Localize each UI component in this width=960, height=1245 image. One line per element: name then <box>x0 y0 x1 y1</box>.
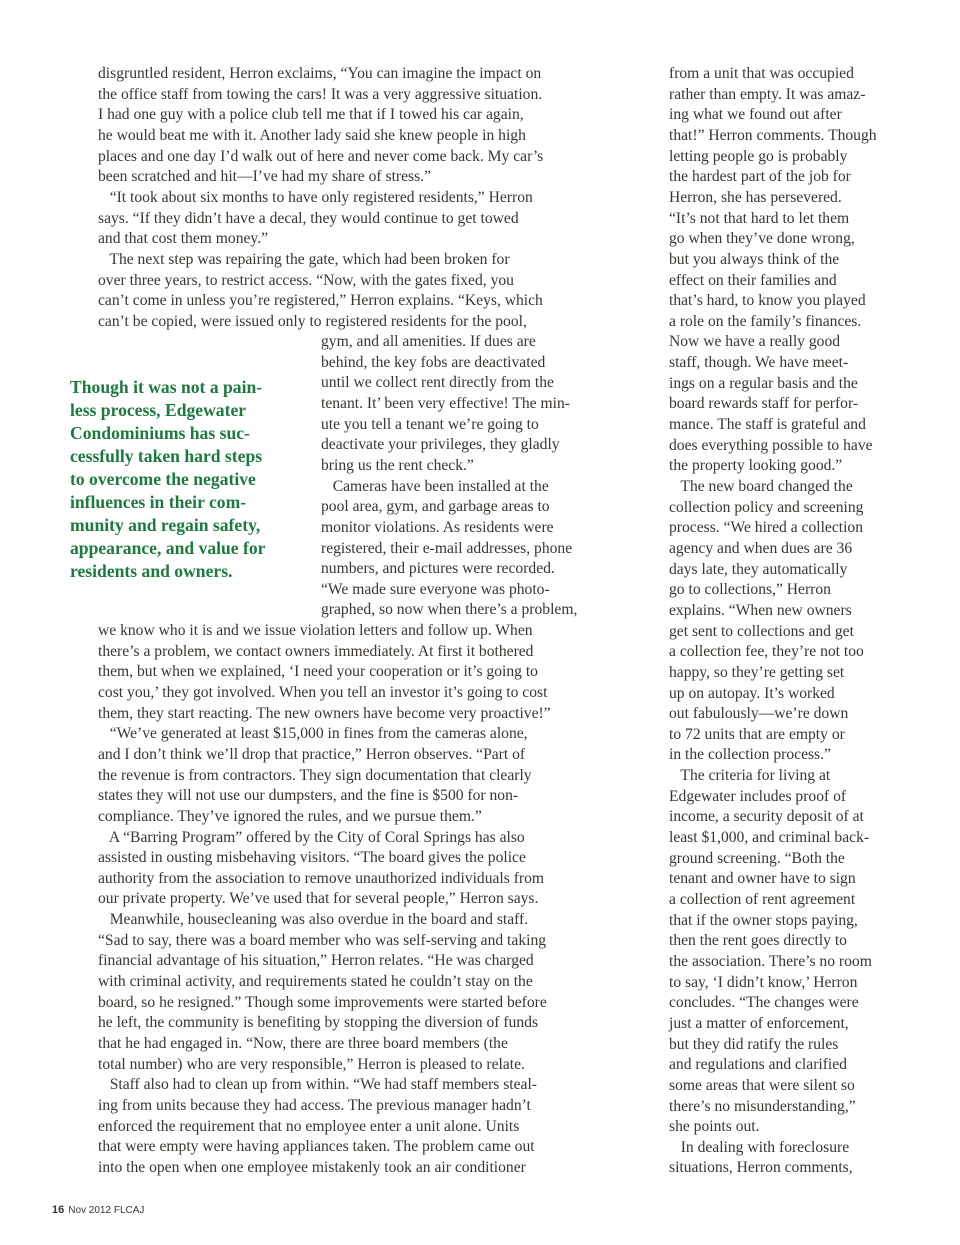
text-line: there’s a problem, we contact owners immediately. At first it bothered <box>98 642 534 660</box>
text-line: that were empty were having appliances taken. The problem came out <box>98 1138 535 1156</box>
text-line: she points out. <box>669 1118 760 1136</box>
pull-quote-line: cessfully taken hard steps <box>70 446 263 466</box>
text-line: and I don’t think we’ll drop that practice,” Herron observes. “Part of <box>98 745 526 763</box>
text-line: numbers, and pictures were recorded. <box>321 560 555 578</box>
pull-quote <box>70 376 285 583</box>
text-line: he would beat me with it. Another lady said she knew people in high <box>98 126 526 144</box>
text-line: compliance. They’ve ignored the rules, and we pursue them.” <box>98 807 482 825</box>
text-line: there’s no misunderstanding,” <box>669 1097 856 1115</box>
text-line: been scratched and hit—I’ve had my share of stress.” <box>98 168 431 186</box>
text-line: that if the owner stops paying, <box>669 911 858 929</box>
page-number: 16 <box>52 1204 65 1216</box>
text-line: places and one day I’d walk out of here and never come back. My car’s <box>98 147 544 165</box>
text-line: but you always think of the <box>669 250 840 268</box>
text-line: behind, the key fobs are deactivated <box>321 353 546 371</box>
text-line: Herron, she has persevered. <box>669 188 842 206</box>
text-line: them, they start reacting. The new owners have become very proactive!” <box>98 704 551 722</box>
text-line: assisted in ousting misbehaving visitors. “The board gives the police <box>98 849 526 867</box>
text-line: staff, though. We have meet- <box>669 354 849 372</box>
text-line: a collection of rent agreement <box>669 891 856 908</box>
text-line: with criminal activity, and requirements stated he couldn’t stay on the <box>98 973 533 991</box>
text-line: “It took about six months to have only registered residents,” Herron <box>98 188 533 206</box>
text-line: the property looking good.” <box>669 457 843 475</box>
text-line: “Sad to say, there was a board member who was self-serving and taking <box>98 931 547 949</box>
text-line: go to collections,” Herron <box>669 581 831 599</box>
text-line: that he had engaged in. “Now, there are three board members (the <box>98 1035 508 1052</box>
text-line: mance. The staff is grateful and <box>669 416 866 434</box>
issue-label: Nov 2012 FLCAJ <box>68 1205 145 1216</box>
pull-quote-line: influences in their com- <box>70 492 247 512</box>
text-line: some areas that were silent so <box>669 1076 855 1094</box>
text-line: can’t come in unless you’re registered,” Herron explains. “Keys, which <box>98 292 543 310</box>
text-line: “It’s not that hard to let them <box>669 209 850 227</box>
text-line: can’t be copied, were issued only to registered residents for the pool, <box>98 312 527 330</box>
text-line: and regulations and clarified <box>669 1056 847 1074</box>
text-line: process. “We hired a collection <box>669 519 864 537</box>
text-line: tenant and owner have to sign <box>669 870 856 888</box>
text-line: a role on the family’s finances. <box>669 312 862 330</box>
pull-quote-line: to overcome the negative <box>70 469 256 489</box>
text-line: tenant. It’ been very effective! The min- <box>321 394 570 412</box>
text-line: Meanwhile, housecleaning was also overdue in the board and staff. <box>98 911 529 929</box>
text-line: “We made sure everyone was photo- <box>321 580 550 598</box>
text-line: states they will not use our dumpsters, and the fine is $500 for non- <box>98 787 519 805</box>
text-line: ing what we found out after <box>669 106 842 124</box>
text-line: collection policy and screening <box>669 498 864 516</box>
text-line: The next step was repairing the gate, which had been broken for <box>98 250 510 268</box>
text-line: until we collect rent directly from the <box>321 374 554 392</box>
text-line: in the collection process.” <box>669 746 831 764</box>
text-line: effect on their families and <box>669 271 837 289</box>
text-line: and that cost them money.” <box>98 230 269 248</box>
text-line: we know who it is and we issue violation letters and follow up. When <box>98 622 533 639</box>
text-line: then the rent goes directly to <box>669 932 847 950</box>
text-line: a collection fee, they’re not too <box>669 643 864 661</box>
text-line: Edgewater includes proof of <box>669 787 847 805</box>
text-line: least $1,000, and criminal back- <box>669 829 870 847</box>
text-line: the association. There’s no room <box>669 952 872 970</box>
text-line: days late, they automatically <box>669 560 848 578</box>
text-line: the hardest part of the job for <box>669 168 851 186</box>
text-line: ground screening. “Both the <box>669 849 845 867</box>
text-line: authority from the association to remove unauthorized individuals from <box>98 869 545 887</box>
text-line: The criteria for living at <box>669 767 831 785</box>
text-line: enforced the requirement that no employee enter a unit alone. Units <box>98 1117 520 1135</box>
text-line: total number) who are very responsible,” Herron is pleased to relate. <box>98 1055 525 1073</box>
text-line: rather than empty. It was amaz- <box>669 85 866 103</box>
text-line: cost you,’ they got involved. When you tell an investor it’s going to cost <box>98 683 548 701</box>
text-line: A “Barring Program” offered by the City of Coral Springs has also <box>98 828 525 846</box>
pull-quote-line: residents and owners. <box>70 561 233 581</box>
text-line: In dealing with foreclosure <box>669 1138 850 1156</box>
text-line: The new board changed the <box>669 478 853 495</box>
text-line: to 72 units that are empty or <box>669 725 845 743</box>
text-line: the revenue is from contractors. They sign documentation that clearly <box>98 766 532 784</box>
text-line: ings on a regular basis and the <box>669 374 858 392</box>
text-line: ing from units because they had access. The previous manager hadn’t <box>98 1096 531 1114</box>
text-line: deactivate your privileges, they gladly <box>321 436 560 454</box>
text-line: go when they’ve done wrong, <box>669 230 855 248</box>
text-line: ute you tell a tenant we’re going to <box>321 415 539 433</box>
text-line: just a matter of enforcement, <box>669 1014 849 1032</box>
pull-quote-line: Though it was not a pain- <box>70 377 263 397</box>
text-line: does everything possible to have <box>669 436 873 454</box>
text-line: monitor violations. As residents were <box>321 518 554 536</box>
text-line: registered, their e-mail addresses, phone <box>321 539 573 557</box>
text-line: disgruntled resident, Herron exclaims, “You can imagine the impact on <box>98 65 542 82</box>
text-line: but they did ratify the rules <box>669 1035 839 1053</box>
text-line: to say, ‘I didn’t know,’ Herron <box>669 973 858 991</box>
pull-quote-line: Condominiums has suc- <box>70 423 250 443</box>
text-line: board rewards staff for perfor- <box>669 395 859 413</box>
text-line: graphed, so now when there’s a problem, <box>321 601 578 619</box>
text-line: letting people go is probably <box>669 147 848 165</box>
text-line: situations, Herron comments, <box>669 1159 853 1177</box>
text-line: happy, so they’re getting set <box>669 663 845 681</box>
text-line: concludes. “The changes were <box>669 994 859 1012</box>
text-line: our private property. We’ve used that for several people,” Herron says. <box>98 890 539 908</box>
text-line: explains. “When new owners <box>669 601 852 619</box>
text-line: pool area, gym, and garbage areas to <box>321 498 550 516</box>
pull-quote-line: munity and regain safety, <box>70 515 261 535</box>
text-line: income, a security deposit of at <box>669 808 864 826</box>
text-line: them, but when we explained, ‘I need your cooperation or it’s going to <box>98 663 538 681</box>
text-line: financial advantage of his situation,” Herron relates. “He was charged <box>98 952 534 970</box>
text-line: over three years, to restrict access. “Now, with the gates fixed, you <box>98 271 514 289</box>
text-line: Staff also had to clean up from within. “We had staff members steal- <box>98 1076 537 1094</box>
text-line: Now we have a really good <box>669 333 841 351</box>
text-line: Cameras have been installed at the <box>321 477 549 495</box>
text-line: gym, and all amenities. If dues are <box>321 333 536 350</box>
text-line: I had one guy with a police club tell me that if I towed his car again, <box>98 106 524 124</box>
pull-quote-line: appearance, and value for <box>70 538 266 558</box>
pull-quote-line: less process, Edgewater <box>70 400 247 420</box>
text-line: the office staff from towing the cars! It was a very aggressive situation. <box>98 85 543 103</box>
text-line: get sent to collections and get <box>669 622 854 640</box>
text-line: bring us the rent check.” <box>321 456 474 474</box>
text-line: from a unit that was occupied <box>669 65 854 82</box>
text-line: up on autopay. It’s worked <box>669 684 835 702</box>
text-line: agency and when dues are 36 <box>669 539 853 557</box>
text-line: that!” Herron comments. Though <box>669 126 877 144</box>
text-line: “We’ve generated at least $15,000 in fines from the cameras alone, <box>98 725 528 743</box>
page-footer <box>52 1204 144 1216</box>
text-line: says. “If they didn’t have a decal, they would continue to get towed <box>98 209 519 227</box>
text-line: he left, the community is benefiting by stopping the diversion of funds <box>98 1014 539 1032</box>
text-line: into the open when one employee mistakenly took an air conditioner <box>98 1158 526 1176</box>
text-line: board, so he resigned.” Though some improvements were started before <box>98 993 547 1011</box>
text-line: that’s hard, to know you played <box>669 292 866 310</box>
text-line: out fabulously—we’re down <box>669 705 849 723</box>
